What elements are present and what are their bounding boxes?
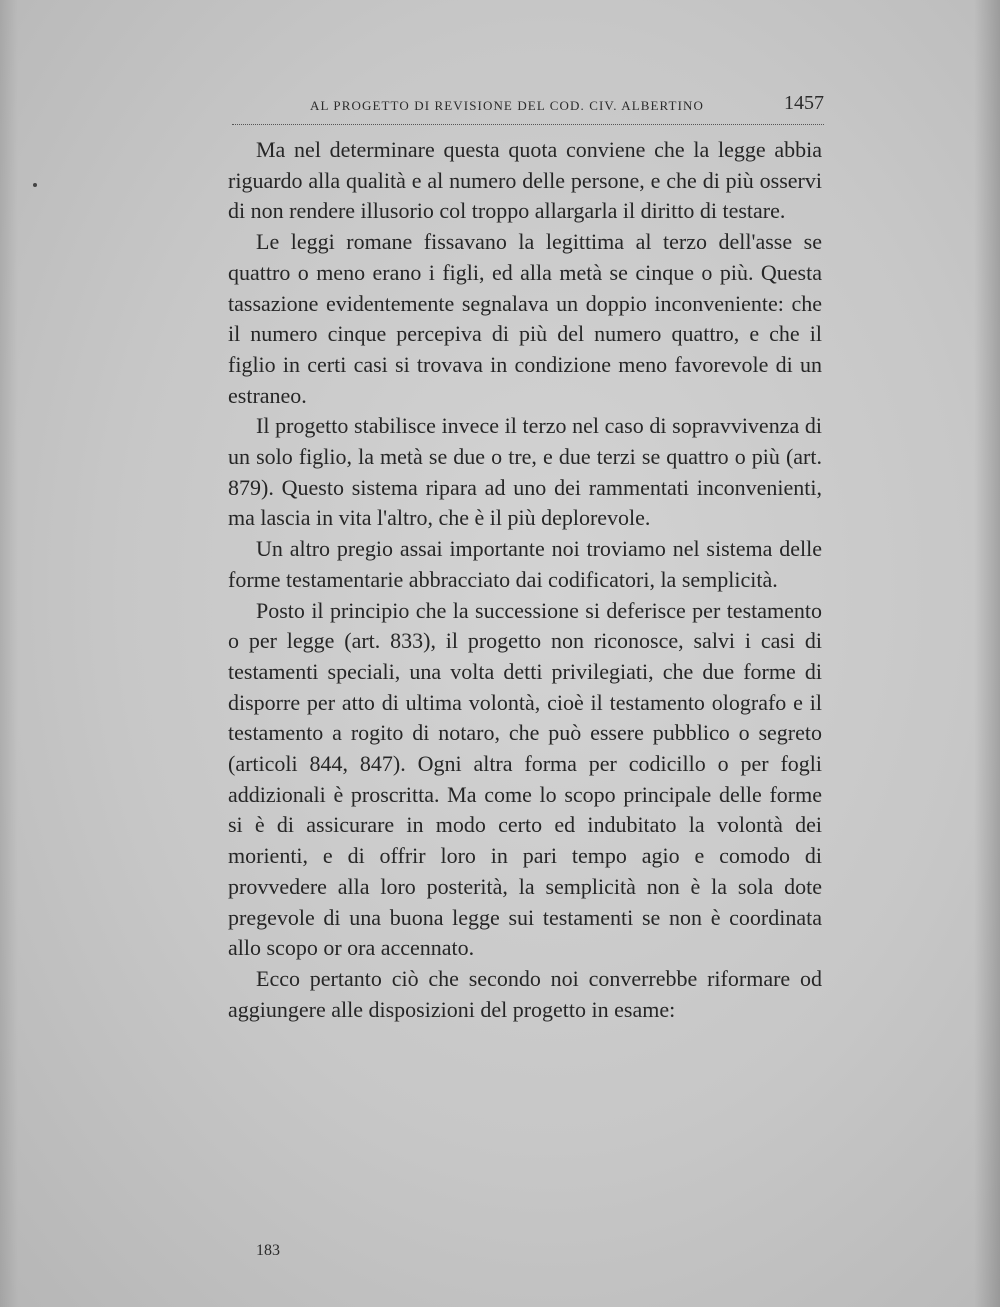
margin-speck bbox=[33, 183, 37, 187]
running-title: AL PROGETTO DI REVISIONE DEL COD. CIV. ALBERTINO bbox=[310, 98, 704, 113]
paragraph: Posto il principio che la successione si deferisce per testamento o per legge (art. 833), il progetto non riconosce, salvi i casi di testamenti speciali, una volta detti privilegiati, che due forme di disporre per atto di ultima volontà, cioè il testamento olografo e il testamento a rogito di notaro, che può essere pubblico o segreto (articoli 844, 847). Ogni altra forma per codicillo o per fogli addizionali è proscritta. Ma come lo scopo principale delle forme si è di assicurare in modo certo ed indubitato la volontà dei morienti, e di offrir loro in pari tempo agio e comodo di provvedere alla loro posterità, la semplicità non è la sola dote pregevole di una buona legge sui testamenti se non è coordinata allo scopo or ora accennato. bbox=[228, 597, 822, 961]
page-right-shadow bbox=[974, 0, 1000, 1307]
paragraph: Un altro pregio assai importante noi troviamo nel sistema delle forme testamentarie abbracciato dai codificatori, la semplicità. bbox=[228, 536, 822, 592]
body-text bbox=[228, 135, 822, 1025]
paragraph: Ecco pertanto ciò che secondo noi converrebbe riformare od aggiungere alle disposizioni del progetto in esame: bbox=[228, 965, 822, 1022]
paragraph: Le leggi romane fissavano la legittima al terzo dell'asse se quattro o meno erano i figli, ed alla metà se cinque o più. Questa tassazione evidentemente segnalava un doppio inconveniente: che il numero cinque percepiva di più del numero quattro, e che il figlio in certi casi si trovava in condizione meno favorevole di un estraneo. bbox=[228, 229, 822, 408]
page-number: 1457 bbox=[784, 92, 824, 114]
page-left-shadow bbox=[0, 0, 18, 1307]
signature-mark: 183 bbox=[256, 1242, 280, 1259]
header-rule bbox=[232, 124, 824, 125]
paragraph: Ma nel determinare questa quota conviene che la legge abbia riguardo alla qualità e al numero delle persone, e che di più osservi di non rendere illusorio col troppo allargarla il diritto di testare. bbox=[228, 137, 822, 224]
paragraph: Il progetto stabilisce invece il terzo nel caso di sopravvivenza di un solo figlio, la metà se due o tre, e due terzi se quattro o più (art. 879). Questo sistema ripara ad uno dei rammentati inconvenienti, ma lascia in vita l'altro, che è il più deplorevole. bbox=[228, 413, 822, 531]
page-header bbox=[232, 92, 824, 122]
